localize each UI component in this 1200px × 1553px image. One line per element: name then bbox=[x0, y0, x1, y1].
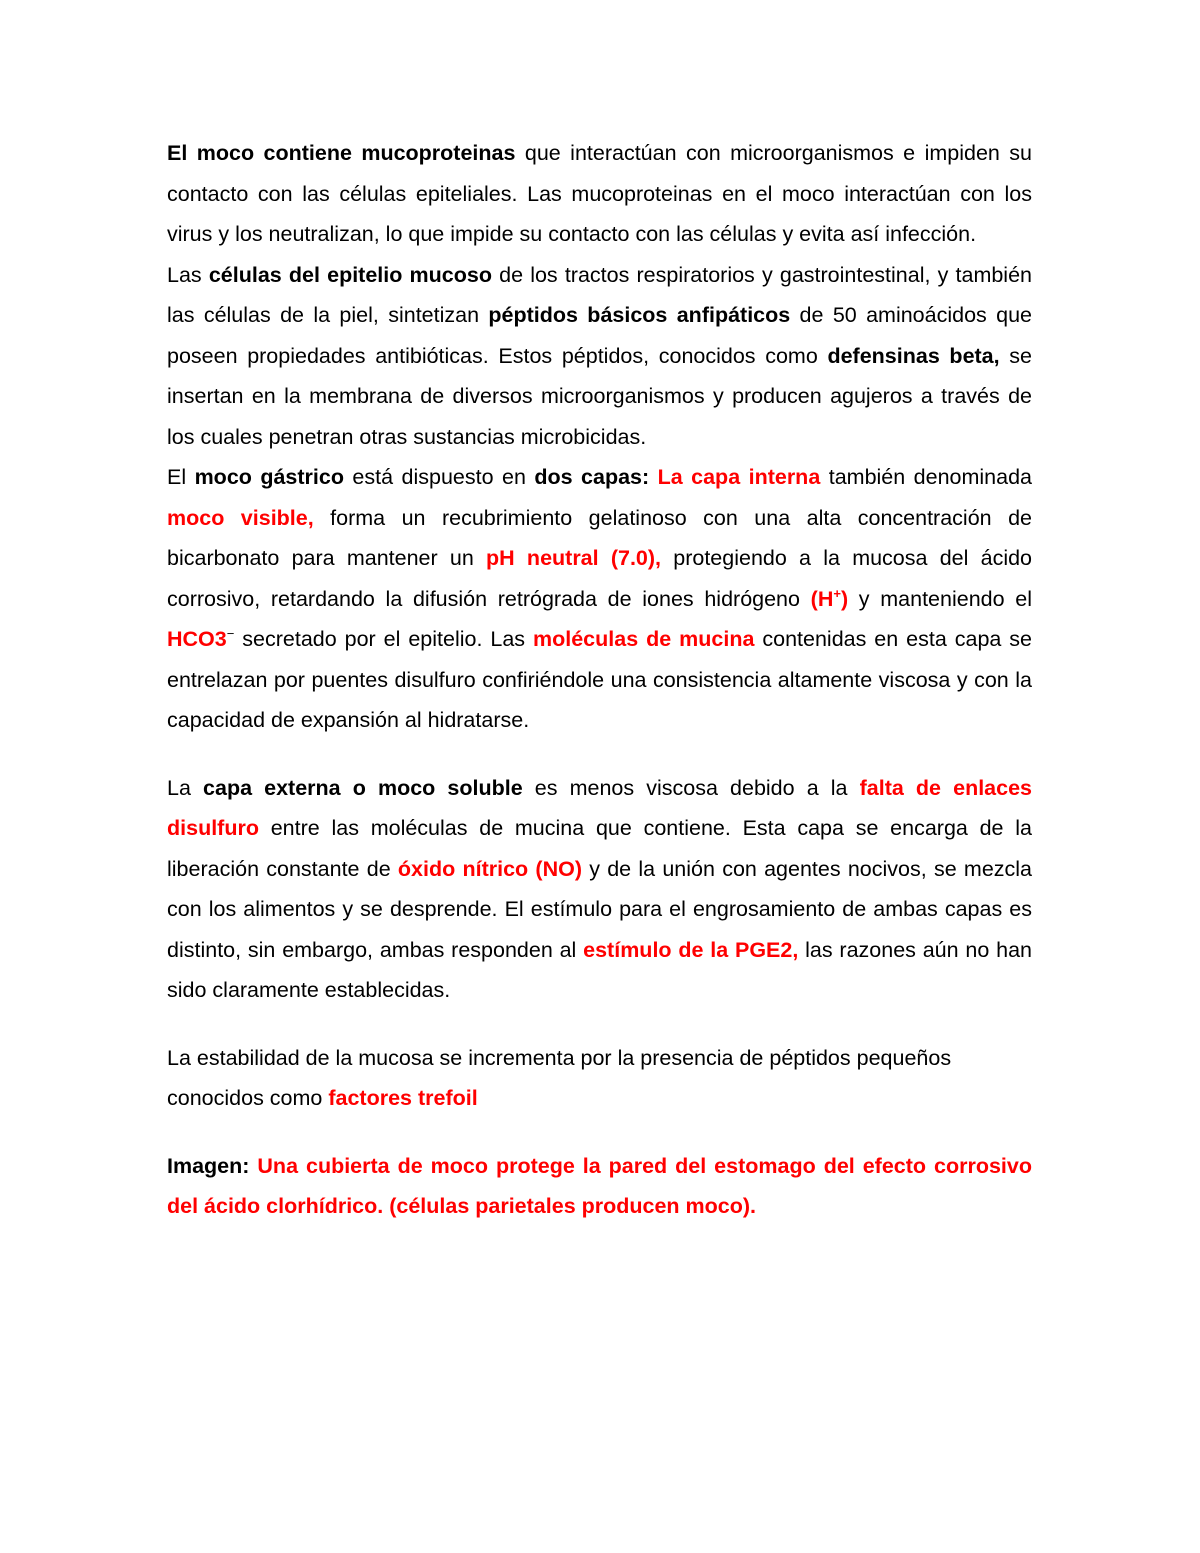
body-text: El bbox=[167, 465, 195, 489]
body-text: La bbox=[167, 775, 204, 800]
paragraph-image-caption bbox=[167, 1146, 1032, 1227]
highlight-term: (H bbox=[810, 586, 834, 611]
body-text: y manteniendo el bbox=[848, 586, 1032, 611]
paragraph-mucoproteins bbox=[167, 133, 1032, 255]
body-text: Las bbox=[167, 262, 209, 287]
body-text: forma un recubrimiento gelatinoso con una alta concentración de bicarbonato para mantener un bbox=[167, 505, 1032, 570]
bold-term: capa externa o moco soluble bbox=[203, 775, 523, 800]
paragraph-trefoil bbox=[167, 1038, 1032, 1119]
bold-term: El moco contiene mucoproteinas bbox=[167, 141, 516, 165]
paragraph-gastric-mucus bbox=[167, 457, 1032, 741]
body-text: se insertan en la membrana de diversos microorganismos y producen agujeros a través de los cuales penetran otras sustancias microbicidas. bbox=[167, 343, 1032, 449]
highlight-term: ) bbox=[840, 586, 849, 611]
caption-text: Una cubierta de moco protege la pared del estomago del efecto corrosivo del ácido clorhídrico. (células parietales producen moco). bbox=[167, 1153, 1032, 1218]
body-text: de 50 aminoácidos que poseen propiedades antibióticas. Estos péptidos, conocidos como bbox=[167, 303, 1032, 368]
body-text: está dispuesto en bbox=[343, 465, 535, 489]
bold-term: moco gástrico bbox=[194, 465, 344, 489]
body-text: entre las moléculas de mucina que contiene. Esta capa se encarga de la liberación constante de bbox=[167, 816, 1032, 881]
body-text: secretado por el epitelio. Las bbox=[234, 627, 533, 651]
caption-label: Imagen: bbox=[167, 1153, 250, 1178]
bold-term: péptidos básicos anfipáticos bbox=[488, 303, 791, 327]
highlight-term: moléculas de mucina bbox=[533, 627, 755, 651]
highlight-term: falta de enlaces disulfuro bbox=[167, 775, 1033, 840]
bold-term: células del epitelio mucoso bbox=[208, 262, 492, 287]
highlight-term: La capa interna bbox=[657, 465, 821, 489]
body-text: es menos viscosa debido a la bbox=[522, 775, 860, 800]
body-text: protegiendo a la mucosa del ácido corrosivo, retardando la difusión retrógrada de iones hidrógeno bbox=[167, 546, 1033, 611]
paragraph-defensins bbox=[167, 255, 1032, 458]
superscript-minus: − bbox=[226, 625, 235, 641]
highlight-term: estímulo de la PGE2, bbox=[583, 937, 799, 962]
bold-term: dos capas: bbox=[534, 465, 650, 489]
document-page bbox=[167, 133, 1032, 1227]
body-text: también denominada bbox=[820, 465, 1033, 489]
highlight-term: moco visible, bbox=[167, 505, 314, 530]
paragraph-outer-layer bbox=[167, 768, 1032, 1011]
bold-term: defensinas beta, bbox=[827, 343, 1000, 368]
body-text bbox=[649, 465, 657, 489]
body-text: las razones aún no han sido claramente establecidas. bbox=[167, 937, 1033, 1002]
body-text: y de la unión con agentes nocivos, se mezcla con los alimentos y se desprende. El estímulo para el engrosamiento de ambas capas es distinto, sin embargo, ambas responden al bbox=[167, 856, 1033, 962]
highlight-term: pH neutral (7.0), bbox=[486, 546, 662, 570]
body-text: de los tractos respiratorios y gastrointestinal, y también las células de la piel, sintetizan bbox=[167, 262, 1032, 327]
body-text: La estabilidad de la mucosa se incrementa por la presencia de péptidos pequeños conocidos como bbox=[167, 1045, 952, 1110]
superscript-plus: + bbox=[833, 585, 841, 601]
highlight-term: factores trefoil bbox=[328, 1086, 478, 1110]
highlight-term: HCO3 bbox=[167, 627, 227, 651]
body-text: contenidas en esta capa se entrelazan por puentes disulfuro confiriéndole una consistencia altamente viscosa y con la capacidad de expansión al hidratarse. bbox=[167, 627, 1033, 732]
body-text: que interactúan con microorganismos e impiden su contacto con las células epiteliales. Las mucoproteinas en el moco interactúan con los virus y los neutralizan, lo que impide su contacto con las células y evita así infección. bbox=[167, 141, 1032, 246]
highlight-term: óxido nítrico (NO) bbox=[397, 856, 582, 881]
